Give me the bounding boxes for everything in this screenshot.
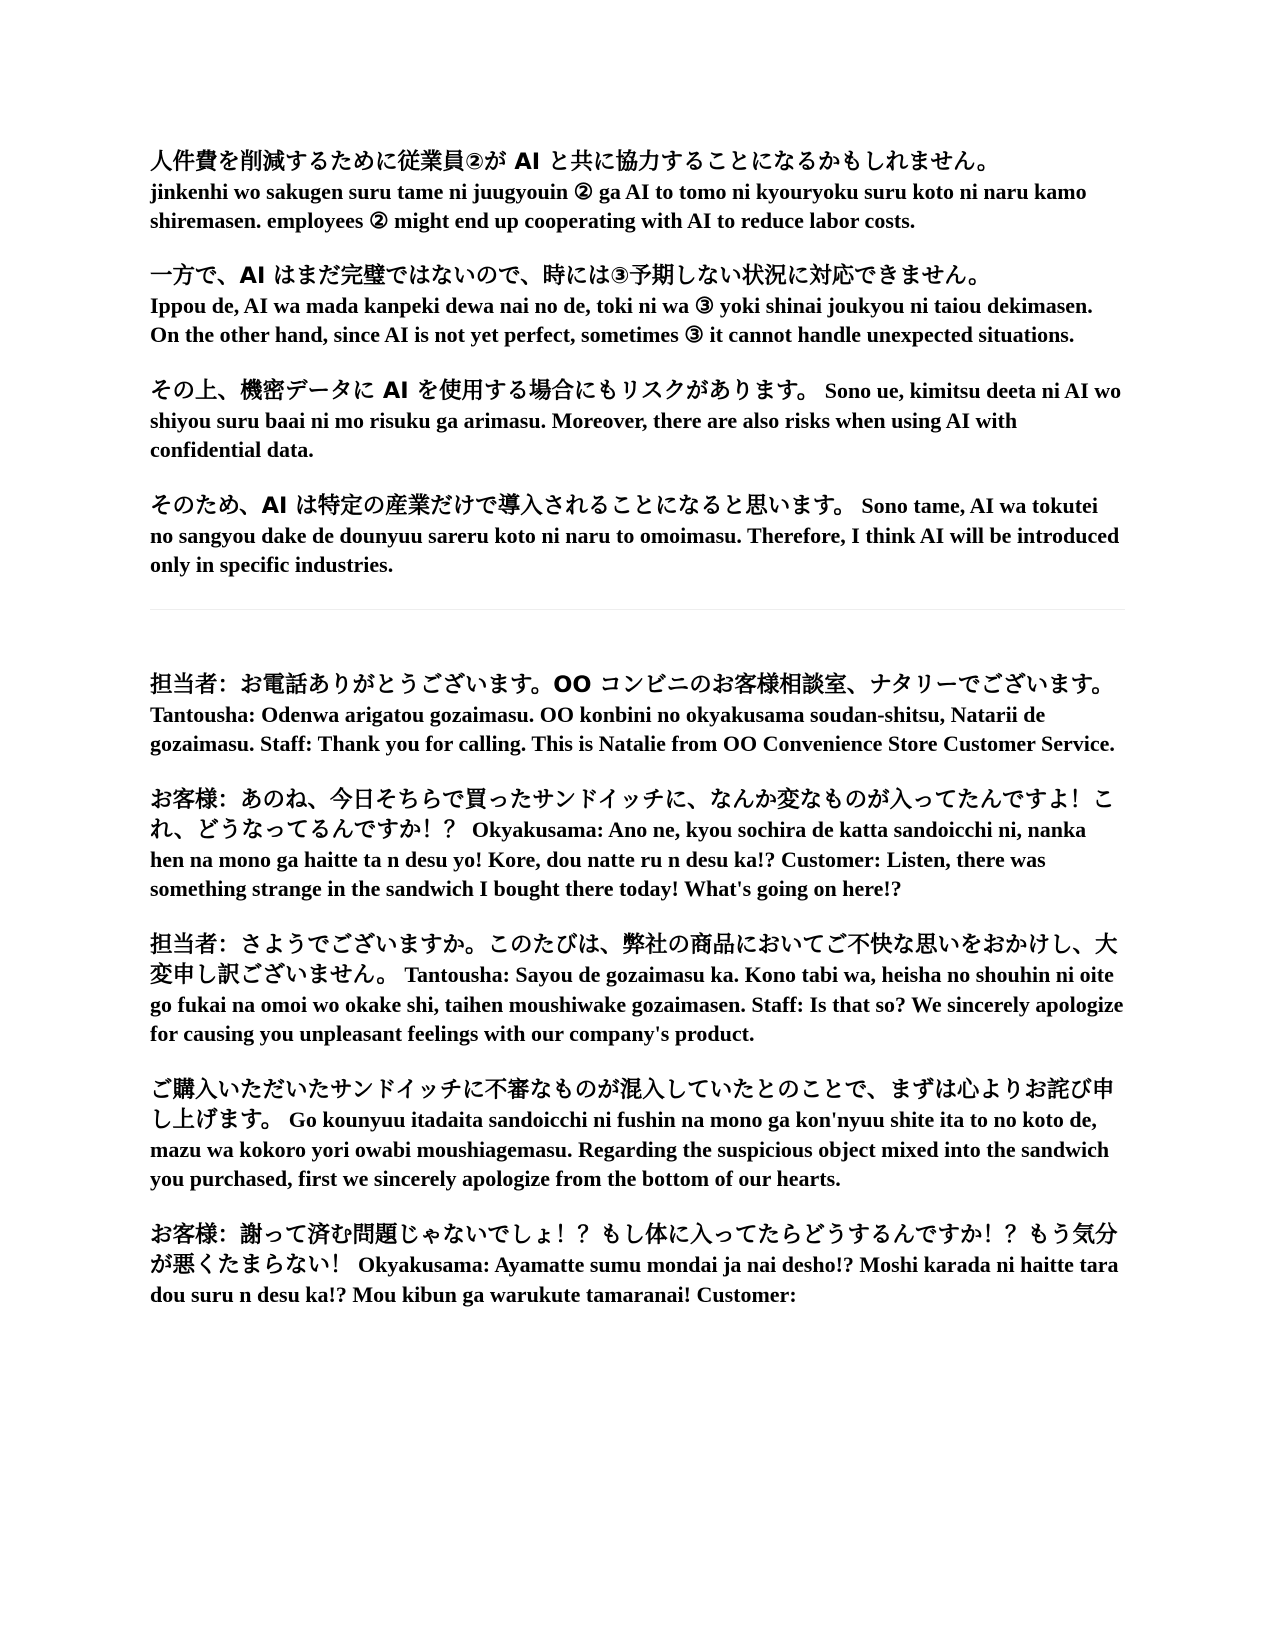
romaji-translation-text: jinkenhi wo sakugen suru tame ni juugyouin ② ga AI to tomo ni kyouryoku suru koto ni naru kamo shiremasen. employees ② might end up cooperating with AI to reduce labor costs.	[150, 179, 1087, 233]
section-divider	[150, 609, 1125, 610]
japanese-text: 担当者：さようでございますか。このたびは、弊社の商品においてご不快な思いをおかけし、大変申し訳ございません。	[150, 932, 1118, 988]
paragraph	[150, 148, 1125, 235]
document-page	[150, 148, 1125, 1336]
japanese-text: その上、機密データに AI を使用する場合にもリスクがあります。	[150, 378, 820, 404]
japanese-text: ご購入いただいたサンドイッチに不審なものが混入していたとのことで、まずは心よりお詫び申し上げます。	[150, 1077, 1115, 1133]
romaji-translation-text: Okyakusama: Ayamatte sumu mondai ja nai desho!? Moshi karada ni haitte tara dou suru n desu ka!? Mou kibun ga warukute tamaranai! Customer:	[150, 1252, 1119, 1307]
romaji-translation-text: Tantousha: Sayou de gozaimasu ka. Kono tabi wa, heisha no shouhin ni oite go fukai na omoi wo okake shi, taihen moushiwake gozaimasen. Staff: Is that so? We sincerely apologize for causing you unpleasant feelings with our company's product.	[150, 962, 1124, 1046]
japanese-text: そのため、AI は特定の産業だけで導入されることになると思います。	[150, 493, 856, 519]
section-ai-discussion	[150, 148, 1125, 579]
paragraph	[150, 1075, 1125, 1193]
paragraph	[150, 491, 1125, 579]
romaji-translation-text: Sono tame, AI wa tokutei no sangyou dake de dounyuu sareru koto ni naru to omoimasu. Therefore, I think AI will be introduced only in specific industries.	[150, 493, 1120, 577]
paragraph	[150, 930, 1125, 1048]
japanese-text: 担当者：お電話ありがとうございます。OO コンビニのお客様相談室、ナタリーでございます。	[150, 672, 1114, 698]
romaji-translation-text: Okyakusama: Ano ne, kyou sochira de katta sandoicchi ni, nanka hen na mono ga haitte ta n desu yo! Kore, dou natte ru n desu ka!? Customer: Listen, there was something strange in the sandwich I bought there today! What's going on here!?	[150, 817, 1087, 901]
paragraph	[150, 1220, 1125, 1309]
paragraph	[150, 670, 1125, 758]
paragraph	[150, 376, 1125, 464]
romaji-translation-text: Tantousha: Odenwa arigatou gozaimasu. OO konbini no okyakusama soudan-shitsu, Natarii de gozaimasu. Staff: Thank you for calling. This is Natalie from OO Convenience Store Customer Service.	[150, 702, 1115, 756]
japanese-text: お客様：あのね、今日そちらで買ったサンドイッチに、なんか変なものが入ってたんですよ！これ、どうなってるんですか！？	[150, 787, 1115, 843]
japanese-text: 人件費を削減するために従業員②が AI と共に協力することになるかもしれません。	[150, 149, 1000, 175]
japanese-text: 一方で、AI はまだ完璧ではないので、時には③予期しない状況に対応できません。	[150, 263, 991, 289]
romaji-translation-text: Ippou de, AI wa mada kanpeki dewa nai no de, toki ni wa ③ yoki shinai joukyou ni taiou dekimasen. On the other hand, since AI is not yet perfect, sometimes ③ it cannot handle unexpected situations.	[150, 293, 1093, 347]
romaji-translation-text: Sono ue, kimitsu deeta ni AI wo shiyou suru baai ni mo risuku ga arimasu. Moreover, there are also risks when using AI with confidential data.	[150, 378, 1122, 462]
japanese-text: お客様：謝って済む問題じゃないでしょ！？もし体に入ってたらどうするんですか！？もう気分が悪くたまらない！	[150, 1222, 1118, 1278]
paragraph	[150, 785, 1125, 903]
paragraph	[150, 262, 1125, 349]
romaji-translation-text: Go kounyuu itadaita sandoicchi ni fushin na mono ga kon'nyuu shite ita to no koto de, mazu wa kokoro yori owabi moushiagemasu. Regarding the suspicious object mixed into the sandwich you purchased, first we sincerely apologize from the bottom of our hearts.	[150, 1107, 1110, 1191]
section-customer-dialogue	[150, 670, 1125, 1309]
